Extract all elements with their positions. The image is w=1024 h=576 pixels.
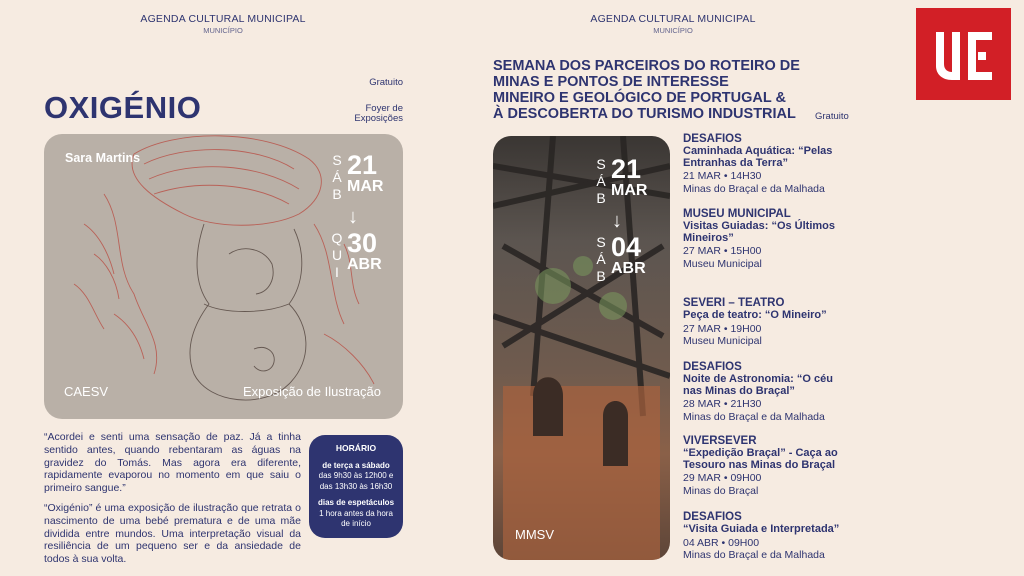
arrow-down-icon: ↓	[348, 206, 358, 228]
description-text: “Oxigénio” é uma exposição de ilustração que retrata o nascimento de uma bebé prematura e de uma mãe dividida entre mundos. Uma interpretação visual da resiliência de um pequeno ser e da ansiedade de todos à sua volta.	[44, 502, 301, 566]
right-card-org: MMSV	[515, 527, 554, 542]
schedule-weekday-hours: das 9h30 às 12h00 e das 13h30 às 16h30	[318, 471, 394, 491]
event-name: Caminhada Aquática: “Pelas Entranhas da Terra”	[683, 144, 833, 169]
left-header-title: AGENDA CULTURAL MUNICIPAL	[140, 13, 306, 25]
event-item	[683, 511, 853, 562]
event-name: Noite de Astronomia: “O céu nas Minas do Braçal”	[683, 372, 833, 397]
right-start-month: MAR	[611, 182, 648, 199]
event-item	[683, 133, 853, 196]
quote-text: “Acordei e senti uma sensação de paz. Já a tinha sentido antes, quando rebentaram as águas na gravidez do Tomás. Mas agora era diferente, rapidamente evaporou no momento em que saiu o primeiro sangue.”	[44, 431, 301, 495]
start-day: 21	[347, 150, 378, 180]
left-venue-line2: Exposições	[354, 113, 403, 125]
right-start-day: 21	[611, 154, 642, 184]
event-where: Minas do Braçal e da Malhada	[683, 182, 825, 195]
event-item	[683, 297, 853, 348]
right-title	[493, 59, 823, 123]
event-where: Minas do Braçal	[683, 484, 759, 497]
right-header-subtitle: MUNICÍPIO	[653, 26, 693, 35]
start-dow: SÁB	[329, 152, 345, 203]
event-item	[683, 208, 853, 271]
event-when: 28 MAR • 21H30	[683, 398, 762, 411]
right-end-date	[594, 234, 664, 285]
schedule-box	[309, 435, 403, 538]
event-where: Museu Municipal	[683, 257, 762, 270]
left-title: OXIGÉNIO	[44, 90, 202, 125]
right-title-line: MINEIRO E GEOLÓGICO DE PORTUGAL &	[493, 89, 786, 106]
left-price: Gratuito	[369, 77, 403, 88]
left-header	[130, 13, 316, 35]
right-title-line: MINAS E PONTOS DE INTERESSE	[493, 73, 729, 90]
start-month: MAR	[347, 178, 384, 195]
event-when: 29 MAR • 09H00	[683, 472, 762, 485]
event-category: DESAFIOS	[683, 133, 742, 145]
schedule-shows-hours: 1 hora antes da hora de início	[319, 508, 393, 528]
event-item	[683, 435, 853, 498]
right-header	[580, 13, 766, 35]
right-header-title: AGENDA CULTURAL MUNICIPAL	[590, 13, 756, 25]
end-dow: QUI	[329, 230, 345, 281]
event-category: DESAFIOS	[683, 361, 742, 373]
exhibition-card	[44, 134, 403, 419]
event-where: Minas do Braçal e da Malhada	[683, 410, 825, 423]
event-when: 21 MAR • 14H30	[683, 170, 762, 183]
event-name: “Expedição Braçal” - Caça ao Tesouro nas Minas do Braçal	[683, 446, 838, 471]
end-date	[330, 230, 398, 281]
schedule-weekday-label: de terça a sábado	[322, 461, 390, 471]
card-org: CAESV	[64, 384, 109, 399]
event-when: 27 MAR • 15H00	[683, 245, 762, 258]
event-category: VIVERSEVER	[683, 435, 757, 447]
right-title-line: SEMANA DOS PARCEIROS DO ROTEIRO DE	[493, 58, 800, 74]
event-when: 27 MAR • 19H00	[683, 322, 762, 335]
event-where: Minas do Braçal e da Malhada	[683, 549, 825, 562]
event-name: Peça de teatro: “O Mineiro”	[683, 308, 827, 321]
right-start-dow: SÁB	[593, 156, 609, 207]
event-where: Museu Municipal	[683, 335, 762, 348]
end-day: 30	[347, 228, 378, 258]
right-date-range	[594, 156, 664, 285]
left-header-subtitle: MUNICÍPIO	[203, 26, 243, 35]
start-date	[330, 152, 398, 203]
right-end-dow: SÁB	[593, 234, 609, 285]
card-category: Exposição de Ilustração	[242, 384, 381, 399]
event-when: 04 ABR • 09H00	[683, 536, 760, 549]
schedule-shows-label: dias de espetáculos	[317, 498, 395, 508]
right-start-date	[594, 156, 664, 207]
right-end-month: ABR	[611, 260, 646, 277]
event-category: SEVERI – TEATRO	[683, 297, 785, 309]
end-month: ABR	[347, 256, 382, 273]
mine-photo-card	[493, 136, 670, 560]
schedule-heading: HORÁRIO	[335, 443, 377, 453]
event-category: DESAFIOS	[683, 511, 742, 523]
right-price: Gratuito	[815, 111, 849, 122]
event-category: MUSEU MUNICIPAL	[683, 208, 791, 220]
uc-logo	[916, 8, 1011, 100]
arrow-down-icon: ↓	[612, 210, 622, 232]
right-end-day: 04	[611, 232, 642, 262]
card-author: Sara Martins	[65, 151, 141, 165]
event-item	[683, 361, 853, 424]
uc-logo-mark	[916, 8, 1011, 100]
left-venue	[320, 104, 403, 125]
left-venue-line1: Foyer de	[365, 103, 403, 114]
date-range	[330, 152, 398, 281]
event-name: Visitas Guiadas: “Os Últimos Mineiros”	[683, 219, 836, 244]
right-title-line: À DESCOBERTA DO TURISMO INDUSTRIAL	[493, 105, 796, 122]
event-name: “Visita Guiada e Interpretada”	[683, 522, 840, 535]
